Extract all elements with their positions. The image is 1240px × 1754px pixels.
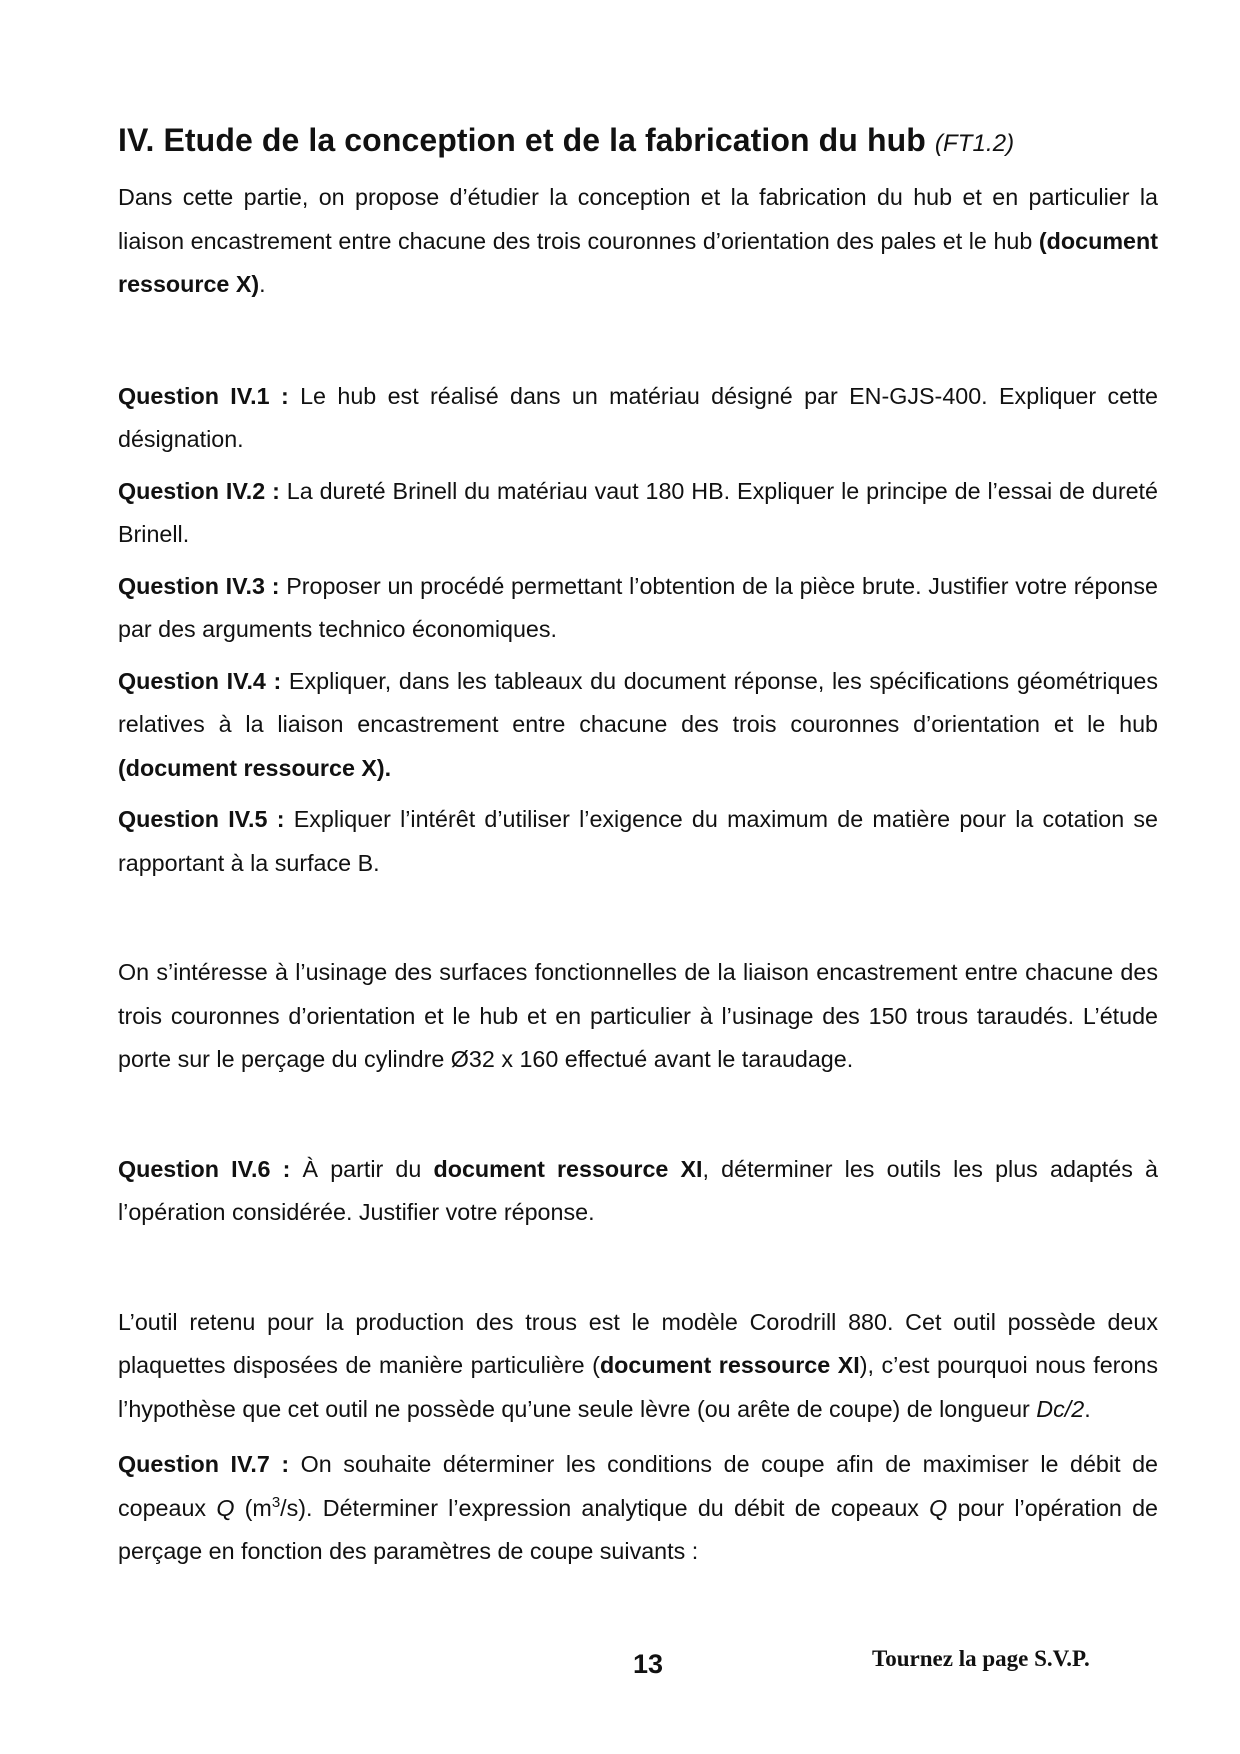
- question-iv7: Question IV.7 : On souhaite déterminer les conditions de coupe afin de maximiser le débit de copeaux Q $(m^3/s)$. Déterminer l’expression analytique du débit de copeaux Q pour l’opération de perçage en fonction des paramètres de coupe suivants :: [118, 1451, 1159, 1564]
- intro-paragraph: Dans cette partie, on propose d’étudier la conception et la fabrication du hub et en particulier la liaison encastrement entre chacune des trois couronnes d’orientation des pales et le hub (document ressource X).: [118, 184, 1158, 297]
- doc-ref: document ressource XI: [599, 1352, 860, 1378]
- doc-ref: (document ressource X).: [118, 754, 392, 781]
- question-text: Le hub est réalisé dans un matériau désigné par EN-GJS-400. Expliquer cette désignation.: [118, 382, 1158, 452]
- question-label: Question IV.1 :: [118, 382, 289, 409]
- question-label: Question IV.3 :: [118, 572, 280, 599]
- doc-ref: document ressource XI: [433, 1155, 703, 1182]
- question-label: Question IV.4 :: [118, 667, 282, 694]
- question-label: Question IV.5 :: [118, 806, 285, 832]
- question-text: Expliquer, dans les tableaux du document réponse, les spécifications géométriques relatives à la liaison encastrement entre chacune des trois couronnes d’orientation et le hub: [118, 667, 1159, 737]
- section-title-text: IV. Etude de la conception et de la fabrication du hub: [118, 122, 926, 158]
- question-iv2: [118, 470, 1158, 557]
- question-label: Question IV.2 :: [118, 477, 280, 504]
- question-iv4: [118, 660, 1158, 791]
- question-iv6: Question IV.6 : À partir du document ressource XI, déterminer les outils les plus adaptés à l’opération considérée. Justifier votre réponse.: [118, 1155, 1159, 1225]
- section-title: [118, 108, 1158, 176]
- question-iv3: [118, 565, 1158, 652]
- machining-paragraph: On s’intéresse à l’usinage des surfaces fonctionnelles de la liaison encastrement entre chacune des trois couronnes d’orientation et le hub et en particulier à l’usinage des 150 trous taraudés. L’étude porte sur le perçage du cylindre Ø32 x 160 effectué avant le taraudage.: [118, 959, 1158, 1072]
- section-ref: (FT1.2): [934, 130, 1015, 157]
- question-text: Expliquer l’intérêt d’utiliser l’exigence du maximum de matière pour la cotation se rapportant à la surface B.: [118, 806, 1158, 876]
- variable-q: Q: [216, 1494, 235, 1521]
- question-text: La dureté Brinell du matériau vaut 180 HB. Expliquer le principe de l’essai de dureté Brinell.: [118, 477, 1158, 547]
- question-label: Question IV.7 :: [118, 1451, 290, 1477]
- doc-ref: (document ressource X): [118, 227, 1158, 297]
- page-number: 13: [632, 1649, 664, 1679]
- question-iv5: [118, 798, 1158, 885]
- variable-q: Q: [929, 1494, 948, 1521]
- document-page: [118, 108, 1158, 1574]
- question-label: Question IV.6 :: [118, 1155, 291, 1182]
- tool-paragraph: L’outil retenu pour la production des trous est le modèle Corodrill 880. Cet outil possède deux plaquettes disposées de manière particulière (document ressource XI), c’est pourquoi nous ferons l’hypothèse que cet outil ne possède qu’une seule lèvre (ou arête de coupe) de longueur Dc/2.: [118, 1308, 1158, 1422]
- variable-dc: Dc/2: [1036, 1395, 1085, 1422]
- turn-page-note: Tournez la page S.V.P.: [872, 1646, 1090, 1671]
- question-iv1: [118, 375, 1158, 462]
- question-text: Proposer un procédé permettant l’obtention de la pièce brute. Justifier votre réponse par des arguments technico économiques.: [118, 572, 1158, 642]
